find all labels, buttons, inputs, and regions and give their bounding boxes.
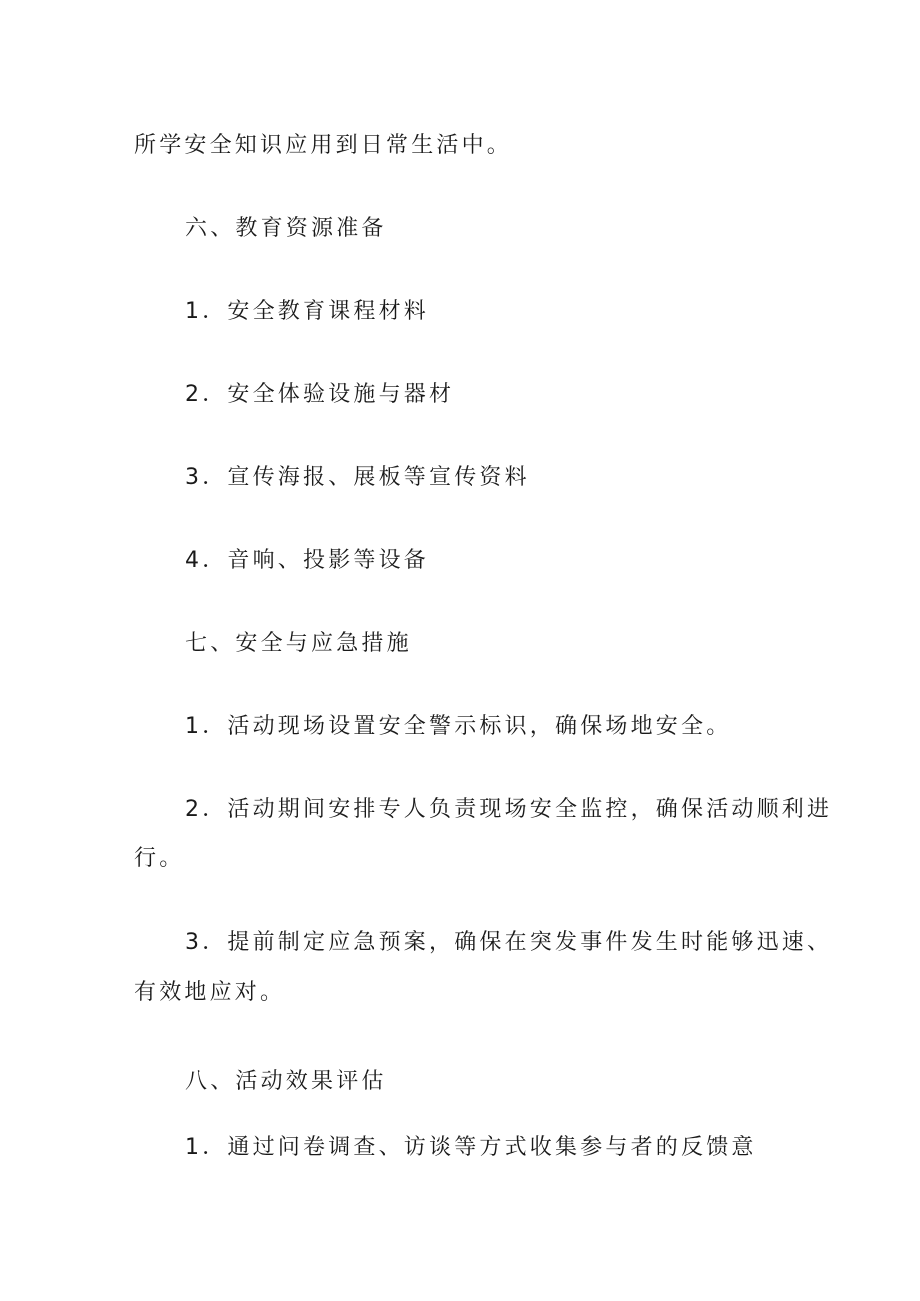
- list-item-emergency-plan-continued: 有效地应对。: [134, 980, 286, 1005]
- section-heading-effect-evaluation: 八、活动效果评估: [185, 1069, 387, 1094]
- section-heading-safety-emergency: 七、安全与应急措施: [185, 631, 412, 656]
- list-item-warning-signs: 1．活动现场设置安全警示标识，确保场地安全。: [185, 714, 732, 739]
- list-item-av-equipment: 4．音响、投影等设备: [185, 548, 429, 573]
- list-item-promotional-materials: 3．宣传海报、展板等宣传资料: [185, 465, 530, 490]
- list-item-feedback-collection: 1．通过问卷调查、访谈等方式收集参与者的反馈意: [185, 1135, 757, 1160]
- paragraph-continuation-line: 所学安全知识应用到日常生活中。: [134, 133, 513, 158]
- list-item-experience-facilities: 2．安全体验设施与器材: [185, 382, 455, 407]
- list-item-course-materials: 1．安全教育课程材料: [185, 299, 429, 324]
- list-item-safety-monitoring-continued: 行。: [134, 846, 185, 871]
- list-item-emergency-plan: 3．提前制定应急预案，确保在突发事件发生时能够迅速、: [185, 930, 833, 955]
- section-heading-education-resources: 六、教育资源准备: [185, 216, 387, 241]
- list-item-safety-monitoring: 2．活动期间安排专人负责现场安全监控，确保活动顺利进: [185, 797, 833, 822]
